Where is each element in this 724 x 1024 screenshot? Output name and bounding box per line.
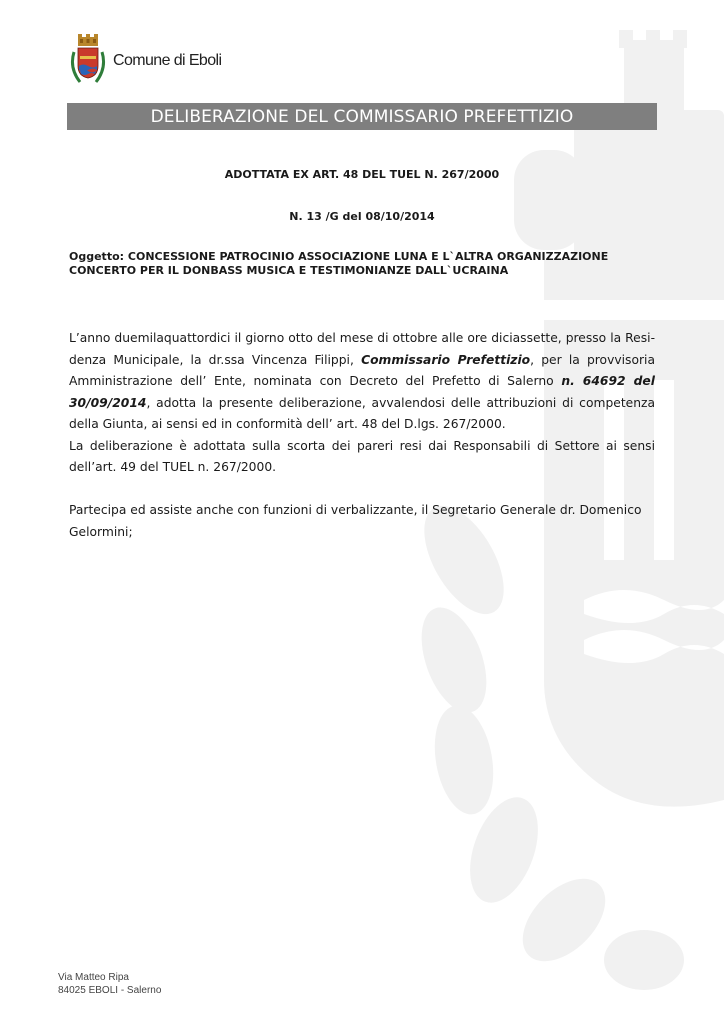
footer-city: 84025 EBOLI - Salerno [58,985,162,996]
adottata-line: ADOTTATA EX ART. 48 DEL TUEL N. 267/2000 [224,168,500,181]
eboli-coat-of-arms-icon [68,34,108,88]
document-body [69,328,655,543]
p1-role: Commissario Prefettizio [361,352,531,367]
footer-street: Via Matteo Ripa [58,972,129,983]
p1-text-b: , per la provvisoria Amministrazione dell’ Ente, nominata con Decreto del Prefetto di Salerno [69,352,655,388]
p1-text-c: , adotta la presente deliberazione, avvalendosi delle attribuzioni di competenza della Giunta, ai sensi ed in conformità dell’ art. 48 del D.lgs. 267/2000. [69,395,655,431]
oggetto-label: Oggetto: [69,250,125,263]
p1-text-a: L’anno duemilaquattordici il giorno otto del mese di ottobre alle ore diciassette, presso la Residenza Municipale, la dr.ssa Vincenza Filippi, [69,331,655,367]
deliberazione-banner: DELIBERAZIONE DEL COMMISSARIO PREFETTIZIO [67,103,657,130]
footer-address [58,971,161,997]
oggetto-block [69,250,659,278]
numero-line: N. 13 /G del 08/10/2014 [289,210,435,223]
p1-decree: n. 64692 del 30/09/2014 [69,374,655,410]
paragraph-2: La deliberazione è adottata sulla scorta dei pareri resi dai Responsabili di Settore ai sensi dell’art. 49 del TUEL n. 267/2000. [69,438,655,474]
paragraph-1 [69,328,655,436]
paragraph-3: Partecipa ed assiste anche con funzioni di verbalizzante, il Segretario Generale dr. Domenico Gelormini; [69,503,642,539]
oggetto-text: CONCESSIONE PATROCINIO ASSOCIAZIONE LUNA E L`ALTRA ORGANIZZAZIONE CONCERTO PER IL DONBASS MUSICA E TESTIMONIANZE DALL`UCRAINA [69,250,609,277]
comune-title: Comune di Eboli [113,52,222,69]
header [68,33,221,89]
